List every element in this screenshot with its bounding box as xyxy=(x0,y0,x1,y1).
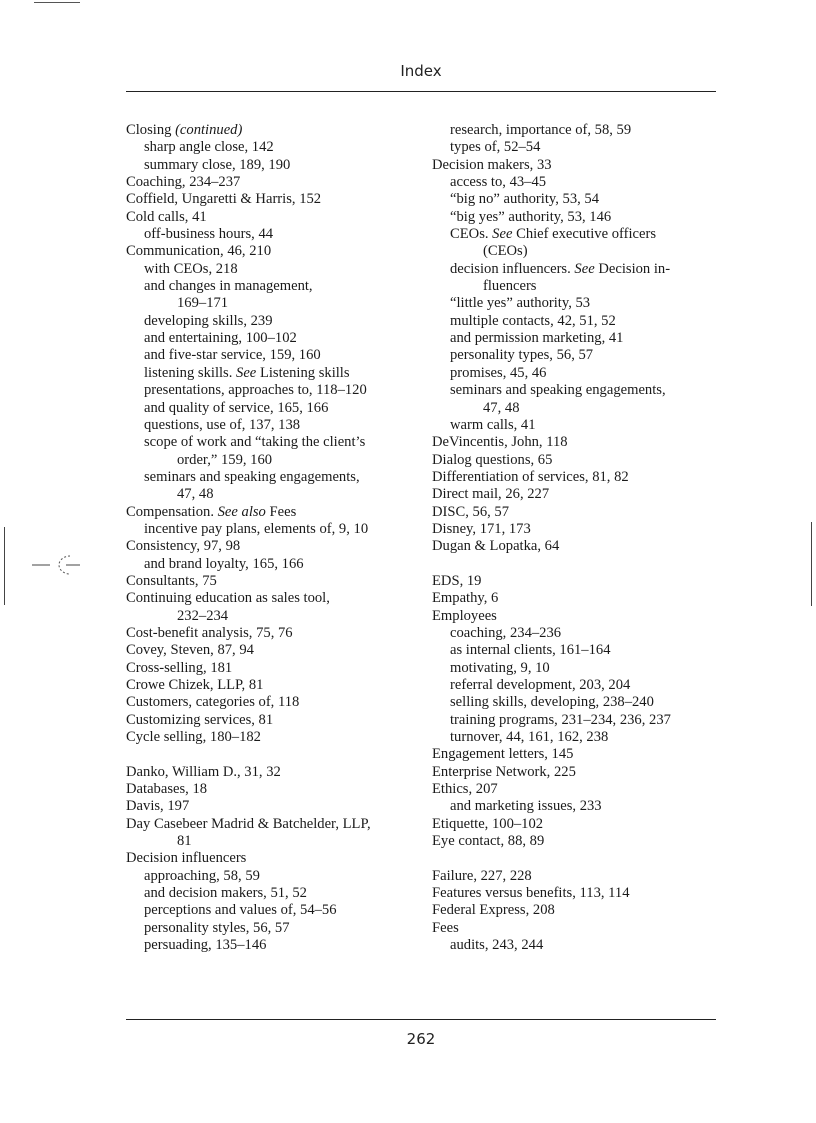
index-subentry: incentive pay plans, elements of, 9, 10 xyxy=(144,520,369,537)
index-entry: Cycle selling, 180–182 xyxy=(126,729,261,746)
index-entry: Employees xyxy=(432,607,497,624)
index-subentry: types of, 52–54 xyxy=(450,139,541,156)
crop-mark-right-line xyxy=(811,522,812,606)
index-entry: EDS, 19 xyxy=(432,572,482,589)
index-entry: Etiquette, 100–102 xyxy=(432,815,544,832)
crop-mark-top xyxy=(34,2,80,3)
index-gap xyxy=(432,556,722,573)
index-subentry: 232–234 xyxy=(177,607,229,624)
index-entry: Direct mail, 26, 227 xyxy=(432,486,550,503)
index-entry: Crowe Chizek, LLP, 81 xyxy=(126,677,264,693)
index-subentry: motivating, 9, 10 xyxy=(450,659,550,676)
index-subentry: CEOs. See Chief executive officers xyxy=(450,226,657,243)
index-entry: Fees xyxy=(432,919,459,936)
index-subentry: approaching, 58, 59 xyxy=(144,867,260,884)
index-subentry: research, importance of, 58, 59 xyxy=(450,122,632,138)
index-subentry: as internal clients, 161–164 xyxy=(450,642,611,659)
index-subentry: selling skills, developing, 238–240 xyxy=(450,694,654,711)
index-subentry: persuading, 135–146 xyxy=(144,937,267,954)
index-subentry: and brand loyalty, 165, 166 xyxy=(144,555,304,572)
index-subentry: developing skills, 239 xyxy=(144,312,273,329)
index-subentry: and decision makers, 51, 52 xyxy=(144,885,307,902)
index-column-right xyxy=(432,122,722,955)
index-subentry: and quality of service, 165, 166 xyxy=(144,399,329,416)
index-entry: Cost-benefit analysis, 75, 76 xyxy=(126,624,293,641)
index-entry: Disney, 171, 173 xyxy=(432,520,531,537)
index-entry: Failure, 227, 228 xyxy=(432,867,532,884)
index-entry: Federal Express, 208 xyxy=(432,902,555,919)
index-entry: DISC, 56, 57 xyxy=(432,503,510,520)
index-subentry: referral development, 203, 204 xyxy=(450,677,631,693)
index-subentry: presentations, approaches to, 118–120 xyxy=(144,382,367,399)
index-subentry: warm calls, 41 xyxy=(450,416,536,433)
index-subentry: fluencers xyxy=(483,278,537,295)
index-entry: Customizing services, 81 xyxy=(126,711,274,728)
index-entry: Features versus benefits, 113, 114 xyxy=(432,885,630,902)
index-entry: Consistency, 97, 98 xyxy=(126,538,241,555)
footer-rule xyxy=(126,1019,716,1020)
index-subentry: 169–171 xyxy=(177,295,229,312)
index-entry: Ethics, 207 xyxy=(432,781,498,798)
index-subentry: order,” 159, 160 xyxy=(177,451,273,468)
index-entry: Engagement letters, 145 xyxy=(432,746,574,763)
page-number: 262 xyxy=(406,1030,436,1048)
index-subentry: (CEOs) xyxy=(483,243,528,260)
index-entry: Compensation. See also Fees xyxy=(126,503,297,520)
index-entry: Empathy, 6 xyxy=(432,590,499,607)
index-entry: Continuing education as sales tool, xyxy=(126,590,330,607)
index-entry: Eye contact, 88, 89 xyxy=(432,833,545,850)
index-subentry: and entertaining, 100–102 xyxy=(144,330,297,347)
index-entry: Coaching, 234–237 xyxy=(126,174,241,191)
index-subentry: personality styles, 56, 57 xyxy=(144,919,290,936)
index-subentry: “big no” authority, 53, 54 xyxy=(450,191,600,208)
index-subentry: training programs, 231–234, 236, 237 xyxy=(450,711,671,728)
index-subentry: sharp angle close, 142 xyxy=(144,139,274,156)
index-subentry: coaching, 234–236 xyxy=(450,624,562,641)
index-entry: DeVincentis, John, 118 xyxy=(432,434,568,451)
index-subentry: seminars and speaking engagements, xyxy=(450,382,666,399)
index-subentry: and five-star service, 159, 160 xyxy=(144,347,321,364)
running-header: Index xyxy=(400,62,442,80)
index-subentry: decision influencers. See Decision in- xyxy=(450,260,671,277)
index-subentry: with CEOs, 218 xyxy=(144,260,238,277)
index-subentry: listening skills. See Listening skills xyxy=(144,364,350,381)
index-subentry: 47, 48 xyxy=(177,486,214,503)
index-subentry: audits, 243, 244 xyxy=(450,937,544,954)
index-entry: Differentiation of services, 81, 82 xyxy=(432,468,629,485)
index-entry: Coffield, Ungaretti & Harris, 152 xyxy=(126,191,322,208)
crop-mark-left-line xyxy=(4,527,5,605)
index-subentry: and permission marketing, 41 xyxy=(450,330,624,347)
index-entry: Cold calls, 41 xyxy=(126,208,207,225)
index-entry: Closing (continued) xyxy=(126,122,243,138)
index-entry: Enterprise Network, 225 xyxy=(432,763,576,780)
index-subentry: scope of work and “taking the client’s xyxy=(144,434,366,451)
index-entry: Davis, 197 xyxy=(126,798,190,815)
header-rule xyxy=(126,91,716,92)
index-entry: Databases, 18 xyxy=(126,781,208,798)
index-subentry: perceptions and values of, 54–56 xyxy=(144,902,337,919)
index-entry: Cross-selling, 181 xyxy=(126,659,233,676)
index-subentry: promises, 45, 46 xyxy=(450,364,547,381)
index-entry: Covey, Steven, 87, 94 xyxy=(126,642,254,659)
index-subentry: off-business hours, 44 xyxy=(144,226,274,243)
continued-marker: (continued) xyxy=(171,122,243,138)
index-subentry: 81 xyxy=(177,833,192,850)
index-gap xyxy=(126,746,418,763)
index-subentry: personality types, 56, 57 xyxy=(450,347,594,364)
index-subentry: “big yes” authority, 53, 146 xyxy=(450,208,612,225)
index-subentry: seminars and speaking engagements, xyxy=(144,468,360,485)
index-entry: Decision influencers xyxy=(126,850,247,867)
index-subentry: summary close, 189, 190 xyxy=(144,156,291,173)
index-subentry: 47, 48 xyxy=(483,399,520,416)
index-entry: Customers, categories of, 118 xyxy=(126,694,300,711)
index-entry: Dugan & Lopatka, 64 xyxy=(432,538,560,555)
index-subentry: multiple contacts, 42, 51, 52 xyxy=(450,312,616,329)
index-entry: Communication, 46, 210 xyxy=(126,243,272,260)
index-subentry: and changes in management, xyxy=(144,278,313,295)
index-entry: Consultants, 75 xyxy=(126,572,217,589)
index-entry: Day Casebeer Madrid & Batchelder, LLP, xyxy=(126,815,371,832)
index-subentry: “little yes” authority, 53 xyxy=(450,295,591,312)
index-subentry: questions, use of, 137, 138 xyxy=(144,416,301,433)
index-gap xyxy=(432,850,722,867)
index-column-left xyxy=(126,122,418,955)
index-subentry: access to, 43–45 xyxy=(450,174,547,191)
index-entry: Dialog questions, 65 xyxy=(432,451,553,468)
index-subentry: and marketing issues, 233 xyxy=(450,798,602,815)
index-entry: Decision makers, 33 xyxy=(432,156,552,173)
index-subentry: turnover, 44, 161, 162, 238 xyxy=(450,729,609,746)
registration-mark-icon xyxy=(30,550,82,580)
index-entry: Danko, William D., 31, 32 xyxy=(126,763,281,780)
